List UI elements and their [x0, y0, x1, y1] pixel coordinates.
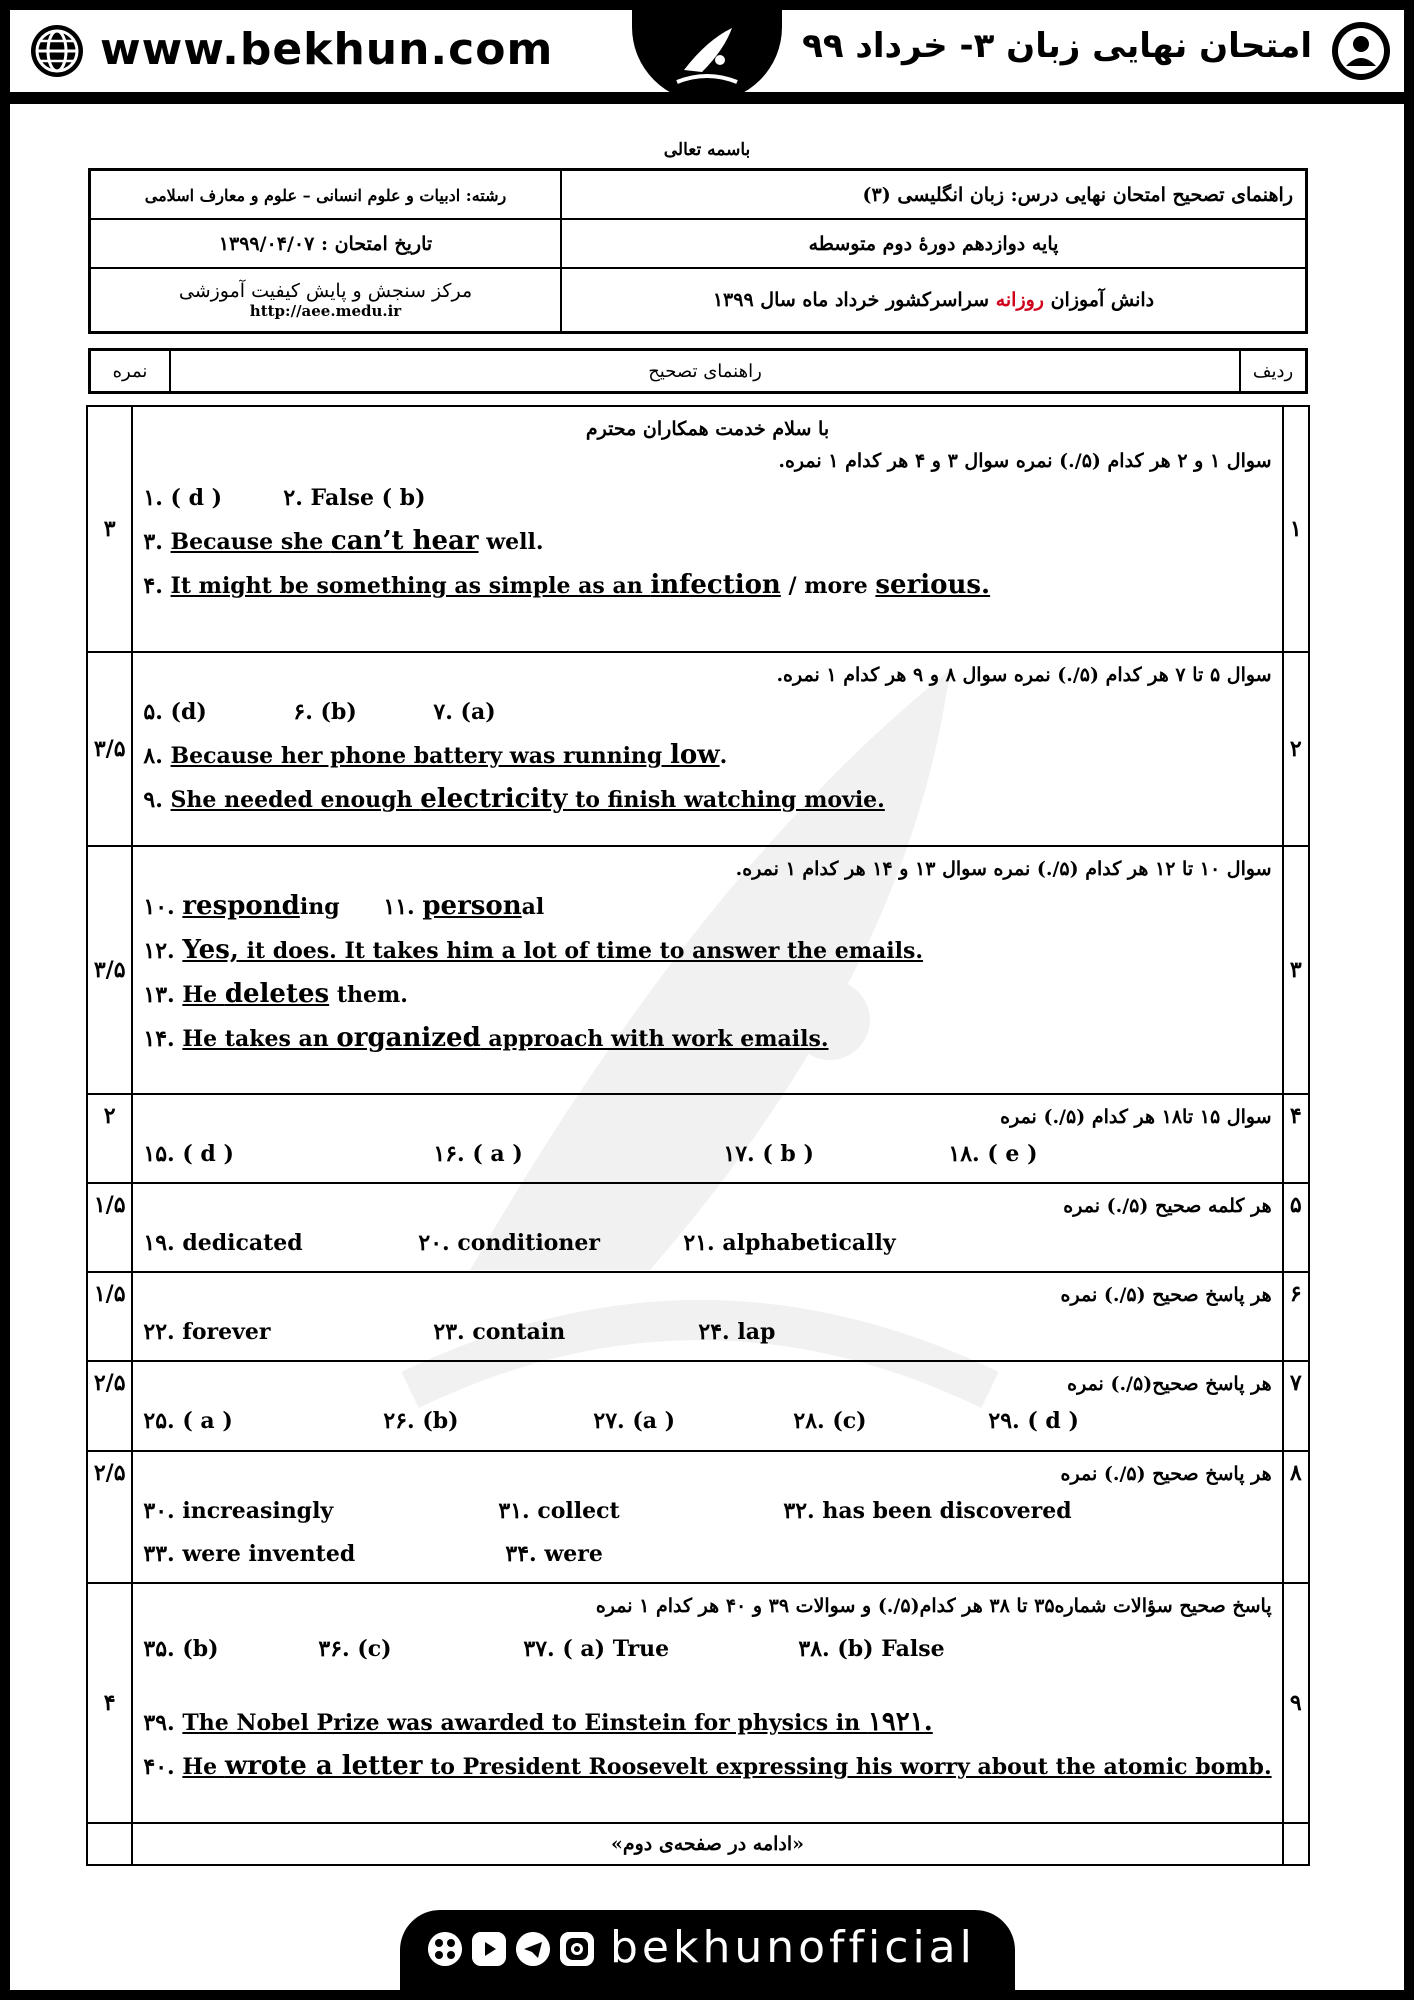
row-cell	[1283, 1823, 1309, 1865]
answer: ۵. (d)	[143, 699, 207, 725]
answer-line	[143, 885, 1271, 929]
center-url[interactable]: http://aee.medu.ir	[249, 302, 402, 320]
answer-number: ۳.	[143, 529, 171, 555]
instruction: پاسخ صحیح سؤالات شماره۳۵ تا ۳۸ هر کدام(۵/.) و سوالات ۳۹ و ۴۰ هر کدام ۱ نمره	[595, 1595, 1272, 1617]
answer-key: Yes,	[182, 935, 239, 965]
col-guide: راهنمای تصحیح	[170, 350, 1240, 393]
answer-line	[143, 1133, 1271, 1176]
answer-line	[143, 520, 1271, 564]
row-cell: ۴	[1283, 1094, 1309, 1183]
bismillah: باسمه تعالی	[663, 140, 751, 160]
answer: ۱۵. ( d )	[143, 1141, 234, 1167]
answer-line	[143, 1222, 1271, 1265]
answer: ۳۴. were	[505, 1541, 603, 1567]
answer-key: electricity	[420, 784, 568, 814]
field: رشته: ادبیات و علوم انسانی – علوم و معارف اسلامی	[144, 185, 507, 205]
table-row	[87, 1583, 1309, 1823]
site-url[interactable]: www.bekhun.com	[100, 24, 554, 75]
answer-line	[143, 1628, 1271, 1671]
answer: ۱۹. dedicated	[143, 1230, 303, 1256]
guide-cell	[132, 1583, 1282, 1823]
answer-text: to finish watching movie.	[567, 787, 885, 813]
info-table	[88, 168, 1308, 334]
answer: ۲۲. forever	[143, 1319, 271, 1345]
answer-line	[143, 1701, 1271, 1745]
answer-line	[143, 734, 1271, 778]
answer-text: well.	[478, 529, 544, 555]
answer-key: can’t hear	[330, 526, 479, 556]
answer-text: He	[182, 982, 225, 1008]
answer: ۲۱. alphabetically	[683, 1230, 896, 1256]
guide-cell	[132, 1361, 1282, 1451]
answer-line	[143, 1400, 1271, 1443]
answer-line	[143, 1311, 1271, 1354]
field-cell	[90, 170, 562, 220]
answer: ۳۰. increasingly	[143, 1498, 334, 1524]
row-cell: ۱	[1283, 406, 1309, 652]
instruction: هر پاسخ صحیح (۵/.) نمره	[1060, 1463, 1272, 1485]
answer: ۱. ( d )	[143, 485, 223, 511]
row-cell: ۹	[1283, 1583, 1309, 1823]
table-row	[87, 1272, 1309, 1361]
answer-text: Because her phone battery was running	[170, 743, 670, 769]
answer: ۳۸. (b) False	[798, 1636, 945, 1662]
answer: ۶. (b)	[293, 699, 357, 725]
answer: ۲۸. (c)	[793, 1408, 867, 1434]
continued-note: «ادامه در صفحه‌ی دوم»	[610, 1833, 805, 1855]
instruction: هر پاسخ صحیح(۵/.) نمره	[1067, 1373, 1272, 1395]
answer-text: ing	[299, 894, 340, 920]
answer-text: to President Roosevelt expressing his worry about the atomic bomb.	[422, 1754, 1272, 1780]
answer-number: ۱۲.	[143, 938, 183, 964]
answer-text: He takes an	[182, 1026, 337, 1052]
answer-line	[143, 564, 1271, 608]
answer-line	[143, 929, 1271, 973]
score-cell: ۲/۵	[87, 1451, 132, 1583]
score-cell: ۳/۵	[87, 652, 132, 846]
answer-number: ۴.	[143, 573, 171, 599]
answer-key: wrote a letter	[224, 1751, 423, 1781]
answer-number: ۱۳.	[143, 982, 183, 1008]
instruction: هر پاسخ صحیح (۵/.) نمره	[1060, 1284, 1272, 1306]
answer: ۳۶. (c)	[318, 1636, 392, 1662]
answer-text: them.	[329, 982, 408, 1008]
answer-number: ۹.	[143, 787, 171, 813]
answer: ۱۶. ( a )	[433, 1141, 523, 1167]
answer: ۳۱. collect	[498, 1498, 620, 1524]
guide-cell	[132, 1451, 1282, 1583]
score-cell: ۱/۵	[87, 1272, 132, 1361]
continued-cell	[132, 1823, 1282, 1865]
answer-text: .	[719, 743, 728, 769]
globe-icon	[28, 22, 86, 80]
answer-key: serious.	[875, 570, 991, 600]
footer-social	[400, 1910, 1015, 1990]
answer: ۲۶. (b)	[383, 1408, 459, 1434]
answer-text: It might be something as simple as an	[170, 573, 651, 599]
answer: ۳۷. ( a) True	[523, 1636, 670, 1662]
answer-text: / more	[780, 573, 876, 599]
table-row	[87, 1094, 1309, 1183]
guide-cell	[132, 406, 1282, 652]
header-banner	[10, 10, 1404, 92]
grade-level: پایه دوازدهم دورهٔ دوم متوسطه	[561, 219, 1307, 268]
answer-text: al	[521, 894, 545, 920]
youtube-icon[interactable]	[472, 1932, 506, 1966]
logo-icon	[632, 10, 782, 102]
answer-key: deletes	[224, 979, 330, 1009]
answer-line	[143, 1490, 1271, 1533]
score-cell	[87, 1823, 132, 1865]
answer-key: ۱۹۲۱.	[867, 1707, 933, 1737]
guide-cell	[132, 652, 1282, 846]
score-cell: ۳/۵	[87, 846, 132, 1094]
answer-number: ۳۹.	[143, 1710, 183, 1736]
answer-key: organized	[336, 1023, 481, 1053]
guide-cell	[132, 1094, 1282, 1183]
answer-number: ۱۰.	[143, 894, 183, 920]
answer-text: approach with work emails.	[480, 1026, 829, 1052]
answer-text: She needed enough	[170, 787, 421, 813]
answer-number: ۴۰.	[143, 1754, 183, 1780]
table-row	[87, 1183, 1309, 1272]
instruction: سوال ۵ تا ۷ هر کدام (۵/.) نمره سوال ۸ و ۹ هر کدام ۱ نمره.	[776, 664, 1272, 686]
answer-key: person	[422, 891, 522, 921]
col-row: ردیف	[1240, 350, 1307, 393]
table-row	[87, 1451, 1309, 1583]
aparat-icon[interactable]	[428, 1932, 462, 1966]
score-cell: ۴	[87, 1583, 132, 1823]
center-name: مرکز سنجش و پایش کیفیت آموزشی	[178, 280, 473, 302]
page	[10, 10, 1404, 1990]
answer-line	[143, 477, 1271, 520]
logo	[632, 10, 782, 102]
answer-table	[86, 405, 1310, 1866]
guide-title: راهنمای تصحیح امتحان نهایی درس: زبان انگلیسی (۳)	[561, 170, 1307, 220]
user-icon	[1330, 20, 1392, 82]
table-row	[87, 406, 1309, 652]
row-cell: ۵	[1283, 1183, 1309, 1272]
table-row	[87, 1823, 1309, 1865]
score-cell: ۳	[87, 406, 132, 652]
answer-text: it does. It takes him a lot of time to answer the emails.	[238, 938, 924, 964]
banner-title: امتحان نهایی زبان ۳- خرداد ۹۹	[802, 26, 1312, 66]
answer-number: ۱۱.	[383, 894, 423, 920]
row-cell: ۸	[1283, 1451, 1309, 1583]
row-cell: ۳	[1283, 846, 1309, 1094]
answer-key: infection	[650, 570, 781, 600]
answer-text: Because she	[170, 529, 331, 555]
instruction: سوال ۱۰ تا ۱۲ هر کدام (۵/.) نمره سوال ۱۳ و ۱۴ هر کدام ۱ نمره.	[735, 858, 1272, 880]
answer-line	[143, 1533, 1271, 1576]
answer: ۲۷. (a )	[593, 1408, 676, 1434]
center-cell	[90, 268, 562, 333]
answer-key: respond	[182, 891, 300, 921]
answer: ۲۹. ( d )	[988, 1408, 1079, 1434]
column-header	[88, 348, 1308, 394]
score-cell: ۱/۵	[87, 1183, 132, 1272]
table-row	[87, 846, 1309, 1094]
students-cell	[561, 268, 1307, 333]
answer-text: The Nobel Prize was awarded to Einstein for physics in	[182, 1710, 868, 1736]
answer: ۳۲. has been discovered	[783, 1498, 1072, 1524]
answer-line	[143, 1017, 1271, 1061]
answer: ۱۸. ( e )	[948, 1141, 1038, 1167]
students-rest: سراسرکشور خرداد ماه سال ۱۳۹۹	[712, 289, 996, 311]
table-row	[87, 1361, 1309, 1451]
row-cell: ۶	[1283, 1272, 1309, 1361]
footer-handle[interactable]: bekhunofficial	[610, 1922, 976, 1973]
greeting: با سلام خدمت همکاران محترم	[585, 418, 830, 440]
answer: ۷. (a)	[433, 699, 496, 725]
instruction: سوال ۱۵ تا۱۸ هر کدام (۵/.) نمره	[1000, 1106, 1272, 1128]
students-label: دانش آموزان	[1043, 289, 1155, 311]
answer: ۳۵. (b)	[143, 1636, 219, 1662]
guide-cell	[132, 846, 1282, 1094]
answer: ۲. False ( b)	[283, 485, 426, 511]
exam-date: تاریخ امتحان : ۱۳۹۹/۰۴/۰۷	[90, 219, 562, 268]
answer: ۲۰. conditioner	[418, 1230, 600, 1256]
answer: ۲۴. lap	[698, 1319, 776, 1345]
answer-line	[143, 1745, 1271, 1789]
table-row	[87, 652, 1309, 846]
banner-bar	[10, 92, 1404, 104]
instagram-icon[interactable]	[560, 1932, 594, 1966]
answer-line	[143, 778, 1271, 822]
guide-cell	[132, 1272, 1282, 1361]
score-cell: ۲	[87, 1094, 132, 1183]
answer: ۱۷. ( b )	[723, 1141, 814, 1167]
instruction: سوال ۱ و ۲ هر کدام (۵/.) نمره سوال ۳ و ۴ هر کدام ۱ نمره.	[778, 450, 1272, 472]
answer: ۲۳. contain	[433, 1319, 566, 1345]
students-daily: روزانه	[995, 289, 1044, 311]
answer: ۲۵. ( a )	[143, 1408, 233, 1434]
instruction: هر کلمه صحیح (۵/.) نمره	[1063, 1195, 1272, 1217]
answer-number: ۸.	[143, 743, 171, 769]
answer: ۳۳. were invented	[143, 1541, 356, 1567]
row-cell: ۷	[1283, 1361, 1309, 1451]
answer-text: He	[182, 1754, 225, 1780]
answer-number: ۱۴.	[143, 1026, 183, 1052]
answer-line	[143, 691, 1271, 734]
telegram-icon[interactable]	[516, 1932, 550, 1966]
answer-key: low	[669, 740, 720, 770]
row-cell: ۲	[1283, 652, 1309, 846]
answer-line	[143, 973, 1271, 1017]
guide-cell	[132, 1183, 1282, 1272]
score-cell: ۲/۵	[87, 1361, 132, 1451]
col-score: نمره	[90, 350, 171, 393]
